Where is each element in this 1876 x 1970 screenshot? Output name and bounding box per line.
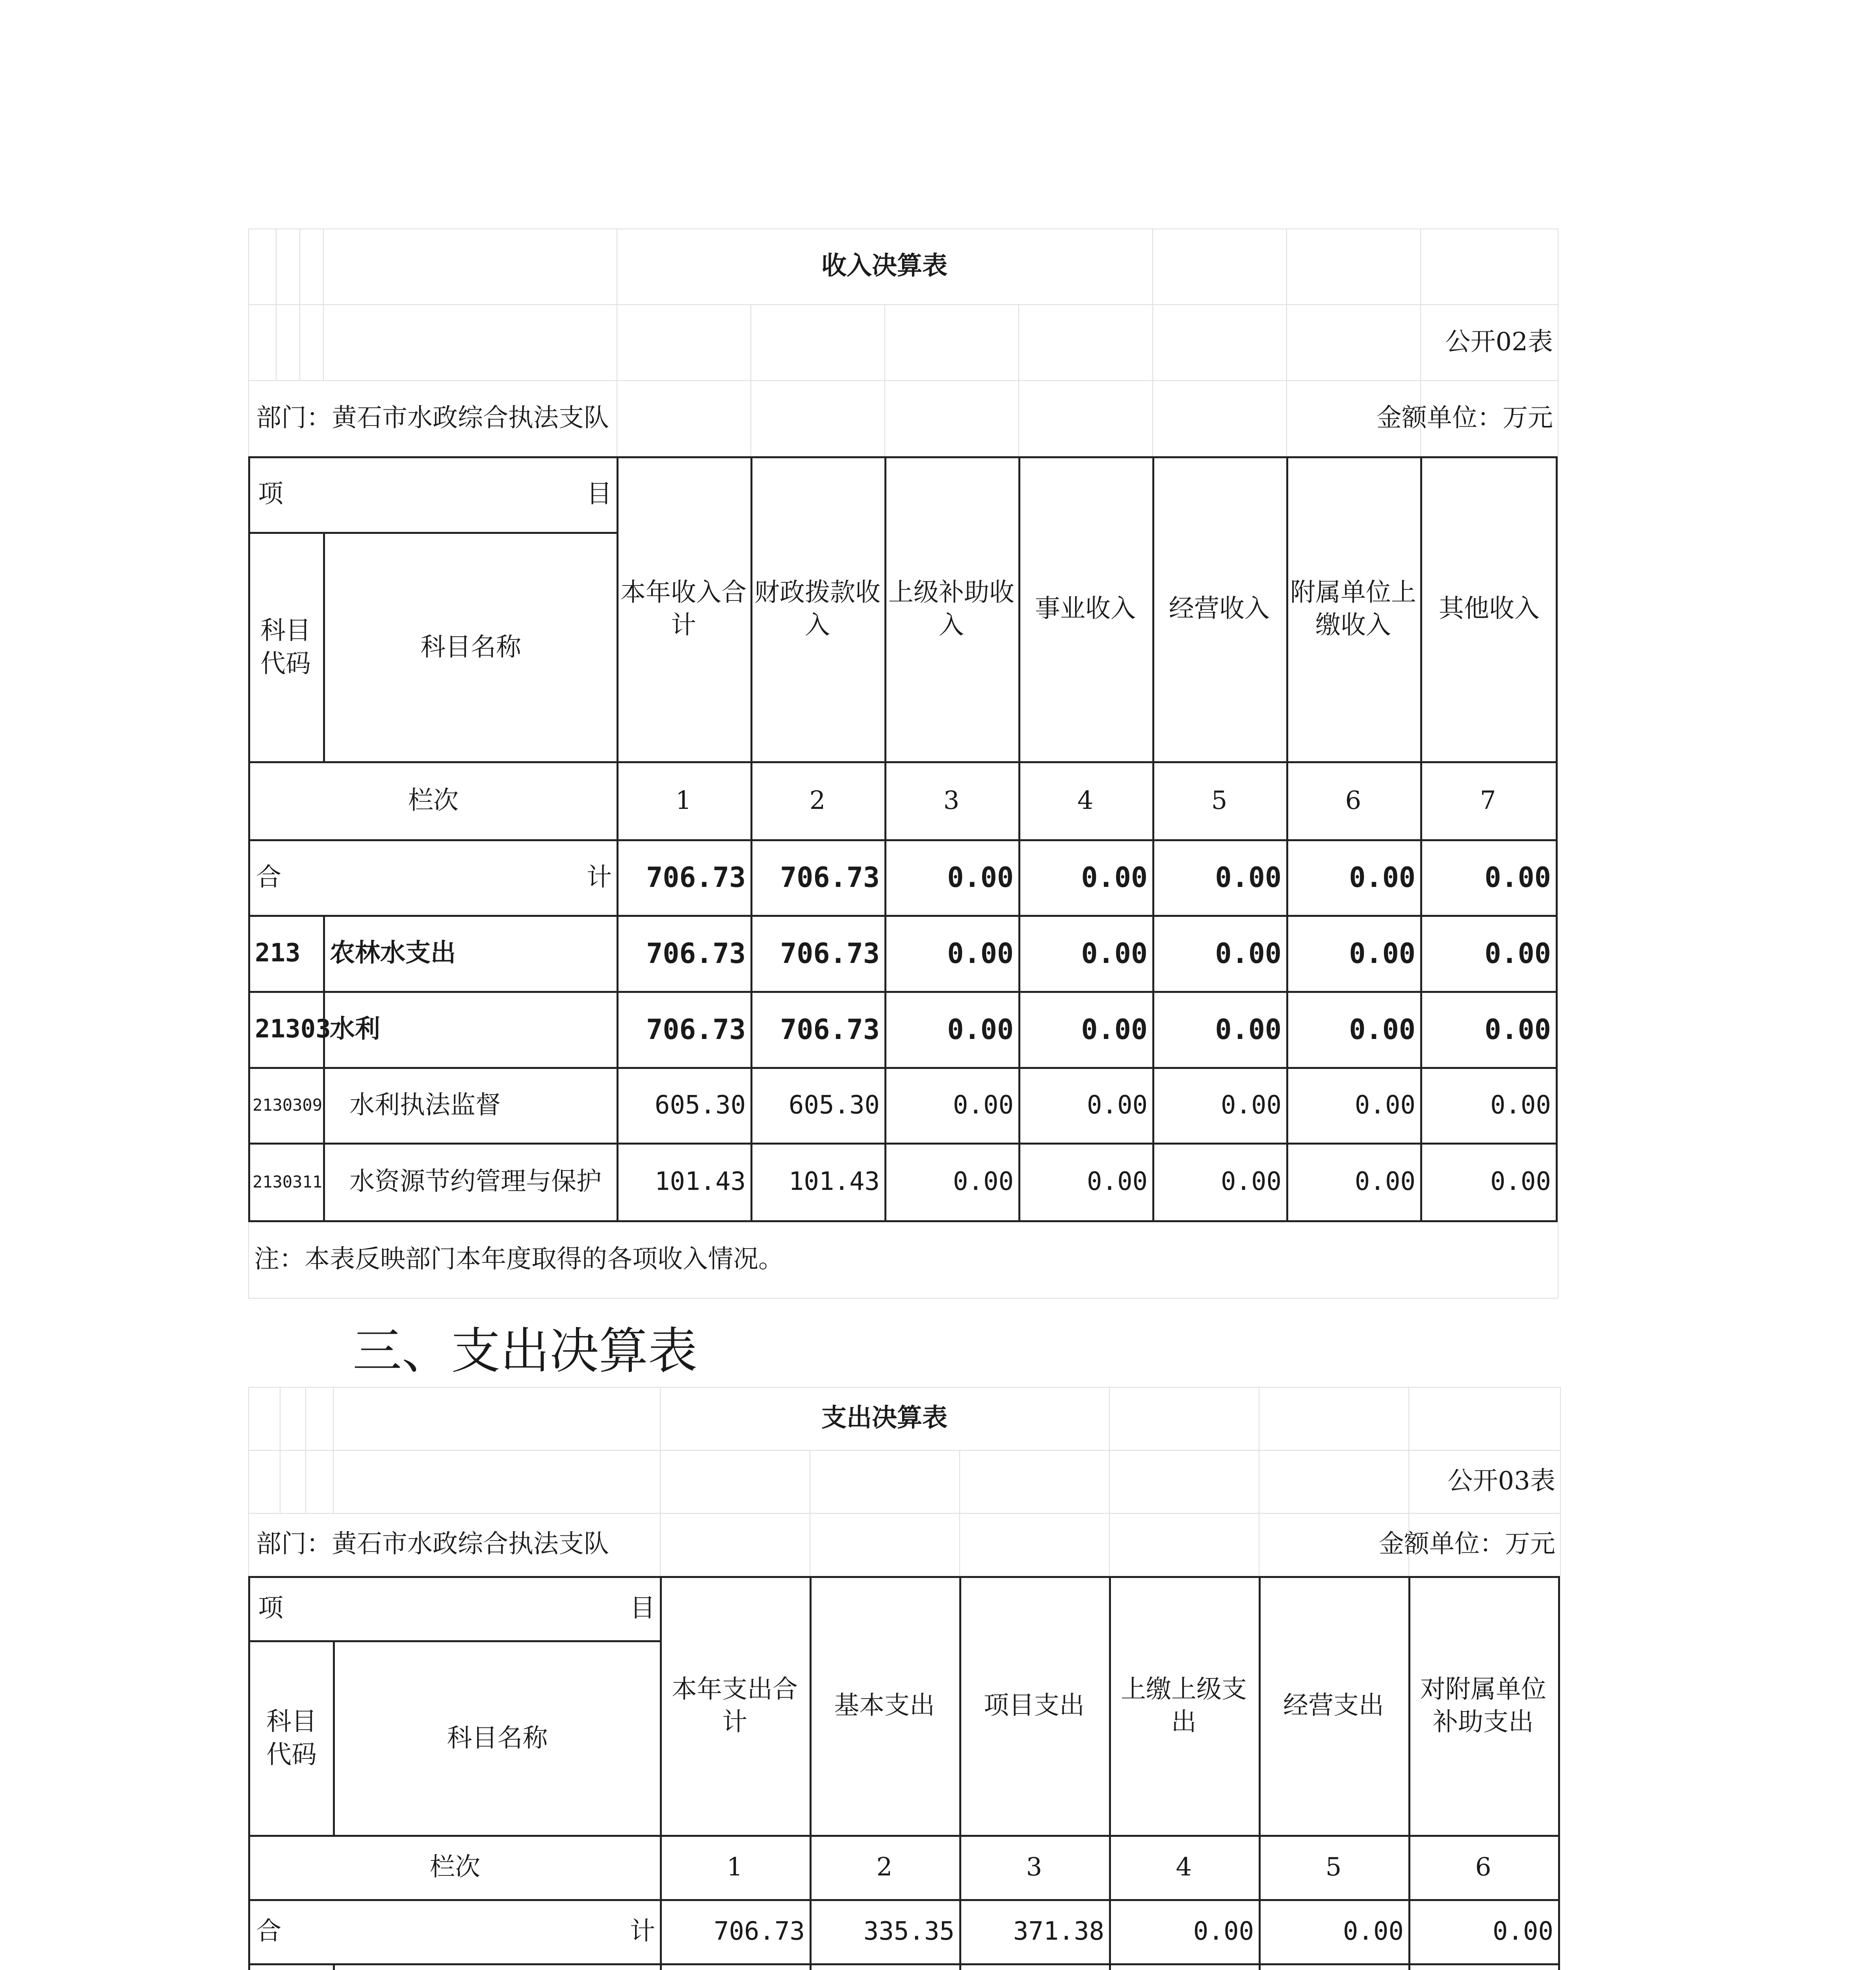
income-col-4: 事业收入 (1035, 594, 1136, 624)
income-col-1: 本年收入合计 (620, 578, 747, 640)
expense-col-2: 基本支出 (834, 1691, 935, 1721)
expense-index-3: 3 (1026, 1853, 1042, 1882)
income-row-value: 0.00 (1354, 1167, 1415, 1197)
income-note: 注：本表反映部门本年度取得的各项收入情况。 (254, 1245, 784, 1274)
income-table-number: 公开02表 (1445, 327, 1553, 357)
expense-header-name: 科目名称 (447, 1723, 548, 1753)
income-row-value: 101.43 (788, 1167, 880, 1197)
income-row-value: 0.00 (1087, 1090, 1148, 1120)
income-col-6: 附属单位上缴收入 (1290, 578, 1416, 640)
income-row-value: 706.73 (780, 937, 880, 970)
income-row-value: 706.73 (646, 1013, 746, 1046)
expense-col-3: 项目支出 (984, 1691, 1085, 1721)
income-total-value: 706.73 (780, 861, 880, 894)
income-index-7: 7 (1480, 786, 1496, 815)
income-row-value: 0.00 (947, 937, 1014, 970)
income-row-value: 0.00 (1349, 1013, 1415, 1046)
income-row-value: 605.30 (654, 1090, 746, 1120)
expense-row-code (250, 1964, 333, 1970)
income-total-value: 0.00 (1484, 861, 1551, 894)
expense-total-right: 计 (630, 1917, 655, 1946)
income-row-code: 2130311 (253, 1172, 323, 1191)
income-row-value: 0.00 (1354, 1090, 1415, 1120)
expense-total-value: 371.38 (1013, 1917, 1104, 1946)
income-table-title: 收入决算表 (821, 251, 947, 281)
expense-table-number: 公开03表 (1447, 1466, 1555, 1496)
expense-row-value (1259, 1964, 1408, 1970)
income-row-value: 101.43 (654, 1167, 746, 1197)
income-row-code: 2130309 (253, 1095, 323, 1115)
income-unit: 金额单位：万元 (1376, 403, 1553, 433)
income-row-value: 0.00 (1220, 1090, 1282, 1120)
income-row-value: 0.00 (947, 1013, 1014, 1046)
income-total-value: 0.00 (1215, 861, 1282, 894)
income-row-value: 0.00 (1220, 1167, 1282, 1197)
income-col-3: 上级补助收入 (888, 578, 1014, 640)
income-header-item-end: 目 (587, 479, 612, 509)
income-department: 部门：黄石市水政综合执法支队 (256, 403, 609, 433)
income-row-value: 0.00 (1490, 1167, 1551, 1197)
expense-row-value (959, 1964, 1109, 1970)
income-index-4: 4 (1077, 786, 1094, 815)
expense-table-title: 支出决算表 (821, 1403, 947, 1433)
income-row-name: 水资源节约管理与保护 (349, 1167, 602, 1197)
income-total-left: 合 (256, 862, 281, 892)
income-row-value: 0.00 (1081, 1013, 1148, 1046)
income-col-5: 经营收入 (1169, 594, 1270, 624)
income-index-2: 2 (809, 786, 826, 815)
income-total-value: 706.73 (646, 861, 746, 894)
expense-row-value (1109, 1964, 1259, 1970)
expense-department: 部门：黄石市水政综合执法支队 (256, 1530, 609, 1559)
expense-index-2: 2 (876, 1853, 893, 1882)
expense-col-1: 本年支出合计 (672, 1674, 798, 1737)
income-row-value: 0.00 (1484, 1013, 1551, 1046)
income-row-name: 农林水支出 (330, 939, 456, 968)
expense-unit: 金额单位：万元 (1379, 1530, 1555, 1559)
income-row-name: 水利执法监督 (349, 1090, 501, 1120)
expense-index-label: 栏次 (430, 1853, 480, 1882)
income-row-value: 706.73 (780, 1013, 880, 1046)
expense-total-value: 0.00 (1193, 1917, 1254, 1946)
income-total-value: 0.00 (1349, 861, 1415, 894)
income-row-value: 0.00 (1215, 1013, 1282, 1046)
income-row-value: 0.00 (1484, 937, 1551, 970)
expense-row-value (660, 1964, 810, 1970)
income-index-6: 6 (1345, 786, 1361, 815)
income-row-code: 21303 (255, 1015, 331, 1044)
expense-col-6: 对附属单位补助支出 (1420, 1674, 1546, 1737)
section-heading: 三、支出决算表 (353, 1323, 697, 1380)
income-row-name: 水利 (330, 1015, 380, 1044)
expense-total-value: 335.35 (863, 1917, 955, 1946)
income-total-value: 0.00 (947, 861, 1014, 894)
expense-index-4: 4 (1176, 1853, 1192, 1882)
expense-row-value (810, 1964, 959, 1970)
expense-row-name (335, 1964, 660, 1970)
income-index-5: 5 (1211, 786, 1228, 815)
expense-total-value: 0.00 (1343, 1917, 1404, 1946)
income-index-3: 3 (943, 786, 960, 815)
income-row-value: 0.00 (1087, 1167, 1148, 1197)
income-total-value: 0.00 (1081, 861, 1148, 894)
expense-header-item-end: 目 (630, 1594, 655, 1623)
expense-col-4: 上缴上级支出 (1121, 1674, 1247, 1737)
income-row-value: 0.00 (1349, 937, 1415, 970)
expense-index-6: 6 (1475, 1853, 1492, 1882)
expense-total-value: 706.73 (713, 1917, 805, 1946)
income-row-value: 605.30 (788, 1090, 880, 1120)
income-row-value: 0.00 (953, 1167, 1014, 1197)
expense-index-1: 1 (726, 1853, 743, 1882)
expense-index-5: 5 (1325, 1853, 1342, 1882)
expense-header-code: 科目代码 (266, 1707, 317, 1769)
income-col-7: 其他收入 (1439, 594, 1540, 624)
income-index-label: 栏次 (408, 786, 459, 815)
expense-total-value: 0.00 (1492, 1917, 1553, 1946)
expense-col-5: 经营支出 (1283, 1691, 1384, 1721)
income-row-value: 0.00 (953, 1090, 1014, 1120)
income-total-right: 计 (587, 862, 612, 892)
income-index-1: 1 (675, 786, 692, 815)
expense-total-left: 合 (256, 1917, 281, 1946)
income-header-item: 项 (258, 479, 283, 509)
income-header-name: 科目名称 (420, 632, 521, 662)
expense-header-item: 项 (258, 1594, 283, 1623)
income-col-2: 财政拨款收入 (754, 578, 880, 640)
income-row-value: 0.00 (1081, 937, 1148, 970)
income-header-code: 科目代码 (260, 616, 311, 678)
income-row-value: 706.73 (646, 937, 746, 970)
income-row-value: 0.00 (1490, 1090, 1551, 1120)
income-row-code: 213 (255, 939, 301, 968)
expense-row-value (1408, 1964, 1558, 1970)
income-row-value: 0.00 (1215, 937, 1282, 970)
